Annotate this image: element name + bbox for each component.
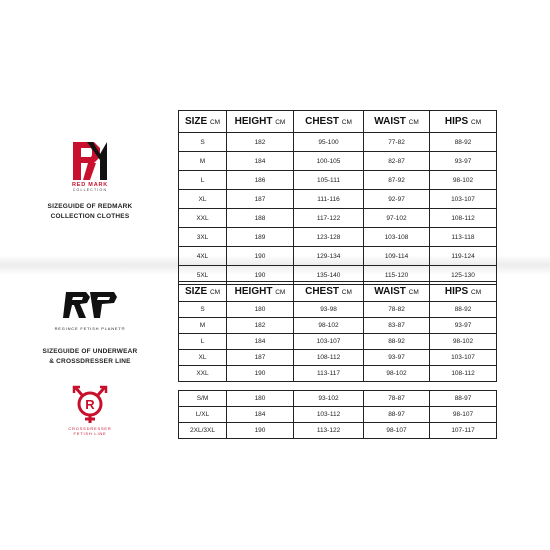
cell-chest: 113-117: [294, 366, 364, 382]
cell-hips: 103-107: [430, 190, 497, 209]
cell-size: XL: [179, 350, 227, 366]
crossdresser-brand: [40, 384, 140, 436]
cell-hips: 119-124: [430, 247, 497, 266]
cell-height: 190: [227, 247, 294, 266]
header-hips: HIPS CM: [430, 282, 497, 302]
cell-height: 190: [227, 266, 294, 285]
cell-hips: 93-97: [430, 318, 497, 334]
cell-size: S: [179, 133, 227, 152]
cell-size: XL: [179, 190, 227, 209]
cell-chest: 129-134: [294, 247, 364, 266]
cell-size: L/XL: [179, 407, 227, 423]
cell-height: 190: [227, 423, 294, 439]
svg-text:R: R: [85, 397, 95, 412]
cell-size: XXL: [179, 366, 227, 382]
cell-size: XXL: [179, 209, 227, 228]
rfp-caption: [20, 347, 160, 367]
cell-hips: 93-97: [430, 152, 497, 171]
header-height: HEIGHT CM: [227, 282, 294, 302]
redmark-size-table: [178, 110, 497, 285]
cell-hips: 88-97: [430, 391, 497, 407]
redmark-caption-line-1: SIZEGUIDE OF REDMARK: [47, 203, 133, 210]
cell-waist: 83-87: [364, 318, 430, 334]
table-row: [179, 209, 497, 228]
header-size: SIZE CM: [179, 282, 227, 302]
cell-waist: 93-97: [364, 350, 430, 366]
header-chest: CHEST CM: [294, 282, 364, 302]
cell-size: 4XL: [179, 247, 227, 266]
rfp-brand: [40, 290, 140, 331]
cell-size: 2XL/3XL: [179, 423, 227, 439]
cell-chest: 111-116: [294, 190, 364, 209]
cell-hips: 88-92: [430, 133, 497, 152]
redmark-logo-text: RED MARK: [71, 182, 109, 188]
cell-height: 190: [227, 366, 294, 382]
cell-size: L: [179, 334, 227, 350]
cell-height: 182: [227, 318, 294, 334]
cell-waist: 92-97: [364, 190, 430, 209]
cell-chest: 117-122: [294, 209, 364, 228]
redmark-caption: [20, 202, 160, 222]
cell-chest: 103-107: [294, 334, 364, 350]
table-row: [179, 190, 497, 209]
table-row: [179, 423, 497, 439]
table-row: [179, 247, 497, 266]
cell-size: M: [179, 152, 227, 171]
cell-waist: 97-102: [364, 209, 430, 228]
redmark-logo-icon: [70, 140, 110, 182]
crossdresser-logo-icon: [66, 384, 114, 424]
cell-chest: 135-140: [294, 266, 364, 285]
cell-waist: 88-92: [364, 334, 430, 350]
crossdresser-logo-line-1: CROSSDRESSER: [68, 426, 112, 431]
cell-hips: 125-130: [430, 266, 497, 285]
table-header-row: [179, 111, 497, 133]
table-row: [179, 318, 497, 334]
rfp-caption-line-1: SIZEGUIDE OF UNDERWEAR: [42, 348, 138, 355]
crossdresser-size-table: [178, 390, 497, 439]
rfp-caption-line-2: & CROSSDRESSER LINE: [49, 358, 131, 365]
crossdresser-logo-line-2: FETISH LINE: [73, 431, 107, 436]
cell-height: 184: [227, 407, 294, 423]
cell-size: 5XL: [179, 266, 227, 285]
header-chest: CHEST CM: [294, 111, 364, 133]
cell-waist: 98-102: [364, 366, 430, 382]
cell-height: 186: [227, 171, 294, 190]
cell-chest: 95-100: [294, 133, 364, 152]
cell-chest: 105-111: [294, 171, 364, 190]
cell-waist: 77-82: [364, 133, 430, 152]
cell-waist: 87-92: [364, 171, 430, 190]
table-row: [179, 152, 497, 171]
cell-hips: 108-112: [430, 209, 497, 228]
cell-height: 187: [227, 190, 294, 209]
header-hips: HIPS CM: [430, 111, 497, 133]
cell-chest: 113-122: [294, 423, 364, 439]
redmark-logo-subtext: COLLECTION: [72, 188, 108, 192]
cell-waist: 109-114: [364, 247, 430, 266]
header-waist: WAIST CM: [364, 282, 430, 302]
cell-hips: 98-107: [430, 407, 497, 423]
cell-chest: 103-112: [294, 407, 364, 423]
table-row: [179, 350, 497, 366]
table-row: [179, 407, 497, 423]
cell-height: 180: [227, 302, 294, 318]
cell-size: S/M: [179, 391, 227, 407]
cell-chest: 100-105: [294, 152, 364, 171]
cell-waist: 88-97: [364, 407, 430, 423]
cell-hips: 108-112: [430, 366, 497, 382]
cell-waist: 78-87: [364, 391, 430, 407]
cell-height: 184: [227, 152, 294, 171]
cell-size: L: [179, 171, 227, 190]
cell-waist: 78-82: [364, 302, 430, 318]
cell-size: M: [179, 318, 227, 334]
cell-waist: 98-107: [364, 423, 430, 439]
table-row: [179, 391, 497, 407]
cell-chest: 93-102: [294, 391, 364, 407]
table-header-row: [179, 282, 497, 302]
cell-height: 182: [227, 133, 294, 152]
header-size: SIZE CM: [179, 111, 227, 133]
cell-height: 188: [227, 209, 294, 228]
rfp-logo-text: REGINCE FETISH PLANET®: [54, 326, 126, 331]
cell-size: S: [179, 302, 227, 318]
cell-waist: 82-87: [364, 152, 430, 171]
table-row: [179, 366, 497, 382]
cell-hips: 107-117: [430, 423, 497, 439]
header-waist: WAIST CM: [364, 111, 430, 133]
cell-height: 180: [227, 391, 294, 407]
table-row: [179, 334, 497, 350]
cell-chest: 93-98: [294, 302, 364, 318]
table-row: [179, 302, 497, 318]
rfp-logo-icon: [62, 290, 118, 320]
cell-hips: 88-92: [430, 302, 497, 318]
cell-hips: 113-118: [430, 228, 497, 247]
header-height: HEIGHT CM: [227, 111, 294, 133]
table-row: [179, 228, 497, 247]
cell-height: 187: [227, 350, 294, 366]
cell-height: 184: [227, 334, 294, 350]
table-row: [179, 171, 497, 190]
cell-waist: 103-108: [364, 228, 430, 247]
redmark-brand: [40, 140, 140, 192]
underwear-size-table: [178, 281, 497, 382]
cell-chest: 123-128: [294, 228, 364, 247]
redmark-caption-line-2: COLLECTION CLOTHES: [50, 213, 130, 220]
table-row: [179, 133, 497, 152]
cell-hips: 98-102: [430, 171, 497, 190]
cell-hips: 98-102: [430, 334, 497, 350]
cell-height: 189: [227, 228, 294, 247]
cell-chest: 108-112: [294, 350, 364, 366]
cell-size: 3XL: [179, 228, 227, 247]
cell-waist: 115-120: [364, 266, 430, 285]
cell-chest: 98-102: [294, 318, 364, 334]
cell-hips: 103-107: [430, 350, 497, 366]
